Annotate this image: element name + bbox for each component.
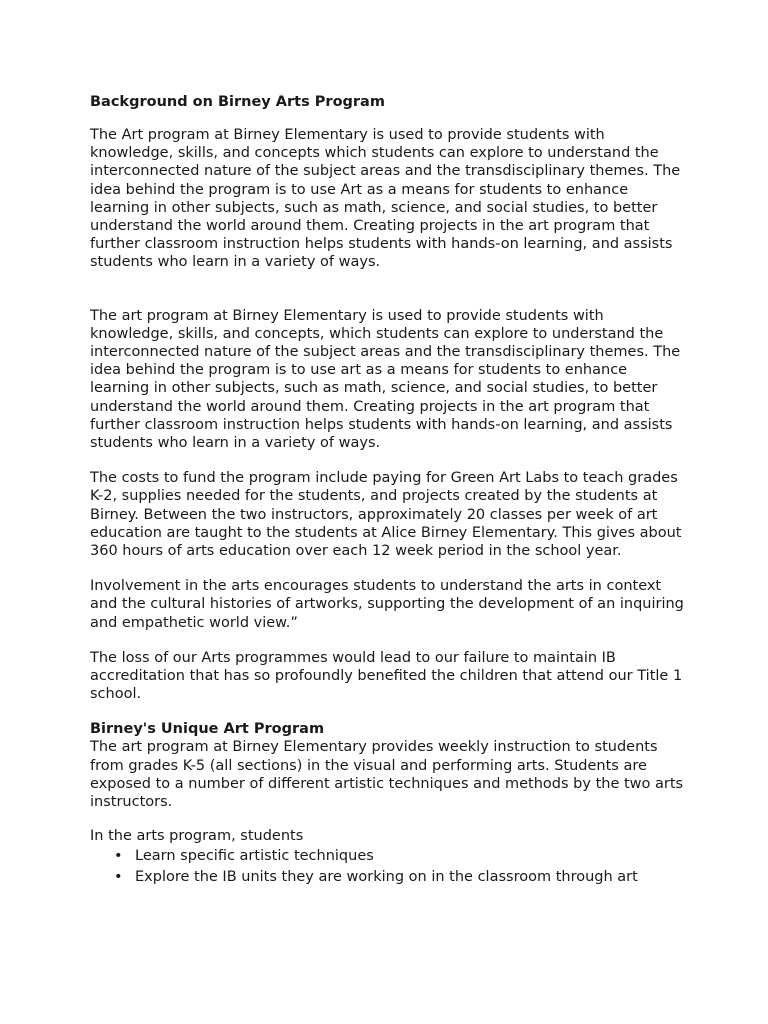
list-item-text: Explore the IB units they are working on in the classroom through art: [135, 868, 638, 885]
paragraph-loss: The loss of our Arts programmes would lead to our failure to maintain IB accreditation that has so profoundly benefited the children that attend our Title 1 school.: [90, 649, 683, 703]
section-subheading: Birney's Unique Art Program: [90, 721, 325, 738]
spacer: [90, 811, 690, 827]
spacer: [90, 703, 690, 720]
paragraph-unique-program: The art program at Birney Elementary provides weekly instruction to students from grades K-5 (all sections) in the visual and performing arts. Students are exposed to a number of different artistic techniques and methods by the two arts instructors.: [90, 739, 684, 811]
spacer: [90, 452, 690, 469]
list-item: [90, 867, 690, 888]
spacer: [90, 560, 690, 577]
spacer: [90, 632, 690, 649]
list-intro: In the arts program, students: [90, 828, 304, 845]
list-item-text: Learn specific artistic techniques: [135, 847, 374, 864]
bullet-list: [90, 846, 690, 888]
document-heading: Background on Birney Arts Program: [90, 94, 385, 110]
paragraph-involvement: Involvement in the arts encourages students to understand the arts in context and the cultural histories of artworks, supporting the development of an inquiring and empathetic world view.”: [90, 578, 684, 631]
paragraph-intro: The Art program at Birney Elementary is used to provide students with knowledge, skills, and concepts which students can explore to understand the interconnected nature of the subject areas and the transdisciplinary themes. The idea behind the program is to use Art as a means for students to enhance learning in other subjects, such as math, science, and social studies, to better understand the world around them. Creating projects in the art program that further classroom instruction helps students with hands-on learning, and assists students who learn in a variety of ways.: [90, 127, 681, 271]
paragraph-costs: The costs to fund the program include paying for Green Art Labs to teach grades K-2, supplies needed for the students, and projects created by the students at Birney. Between the two instructors, approximately 20 classes per week of art education are taught to the students at Alice Birney Elementary. This gives about 360 hours of arts education over each 12 week period in the school year.: [90, 470, 682, 560]
list-item: [90, 846, 690, 867]
paragraph-intro-revised: The art program at Birney Elementary is used to provide students with knowledge, skills, and concepts, which students can explore to understand the interconnected nature of the subject areas and the transdisciplinary themes. The idea behind the program is to use art as a means for students to enhance learning in other subjects, such as math, science, and social studies, to better understand the world around them. Creating projects in the art program that further classroom instruction helps students with hands-on learning, and assists students who learn in a variety of ways.: [90, 307, 681, 452]
document-page: [90, 92, 690, 888]
bullet-icon: •: [114, 847, 123, 864]
spacer: [90, 272, 690, 307]
bullet-icon: •: [114, 868, 123, 885]
